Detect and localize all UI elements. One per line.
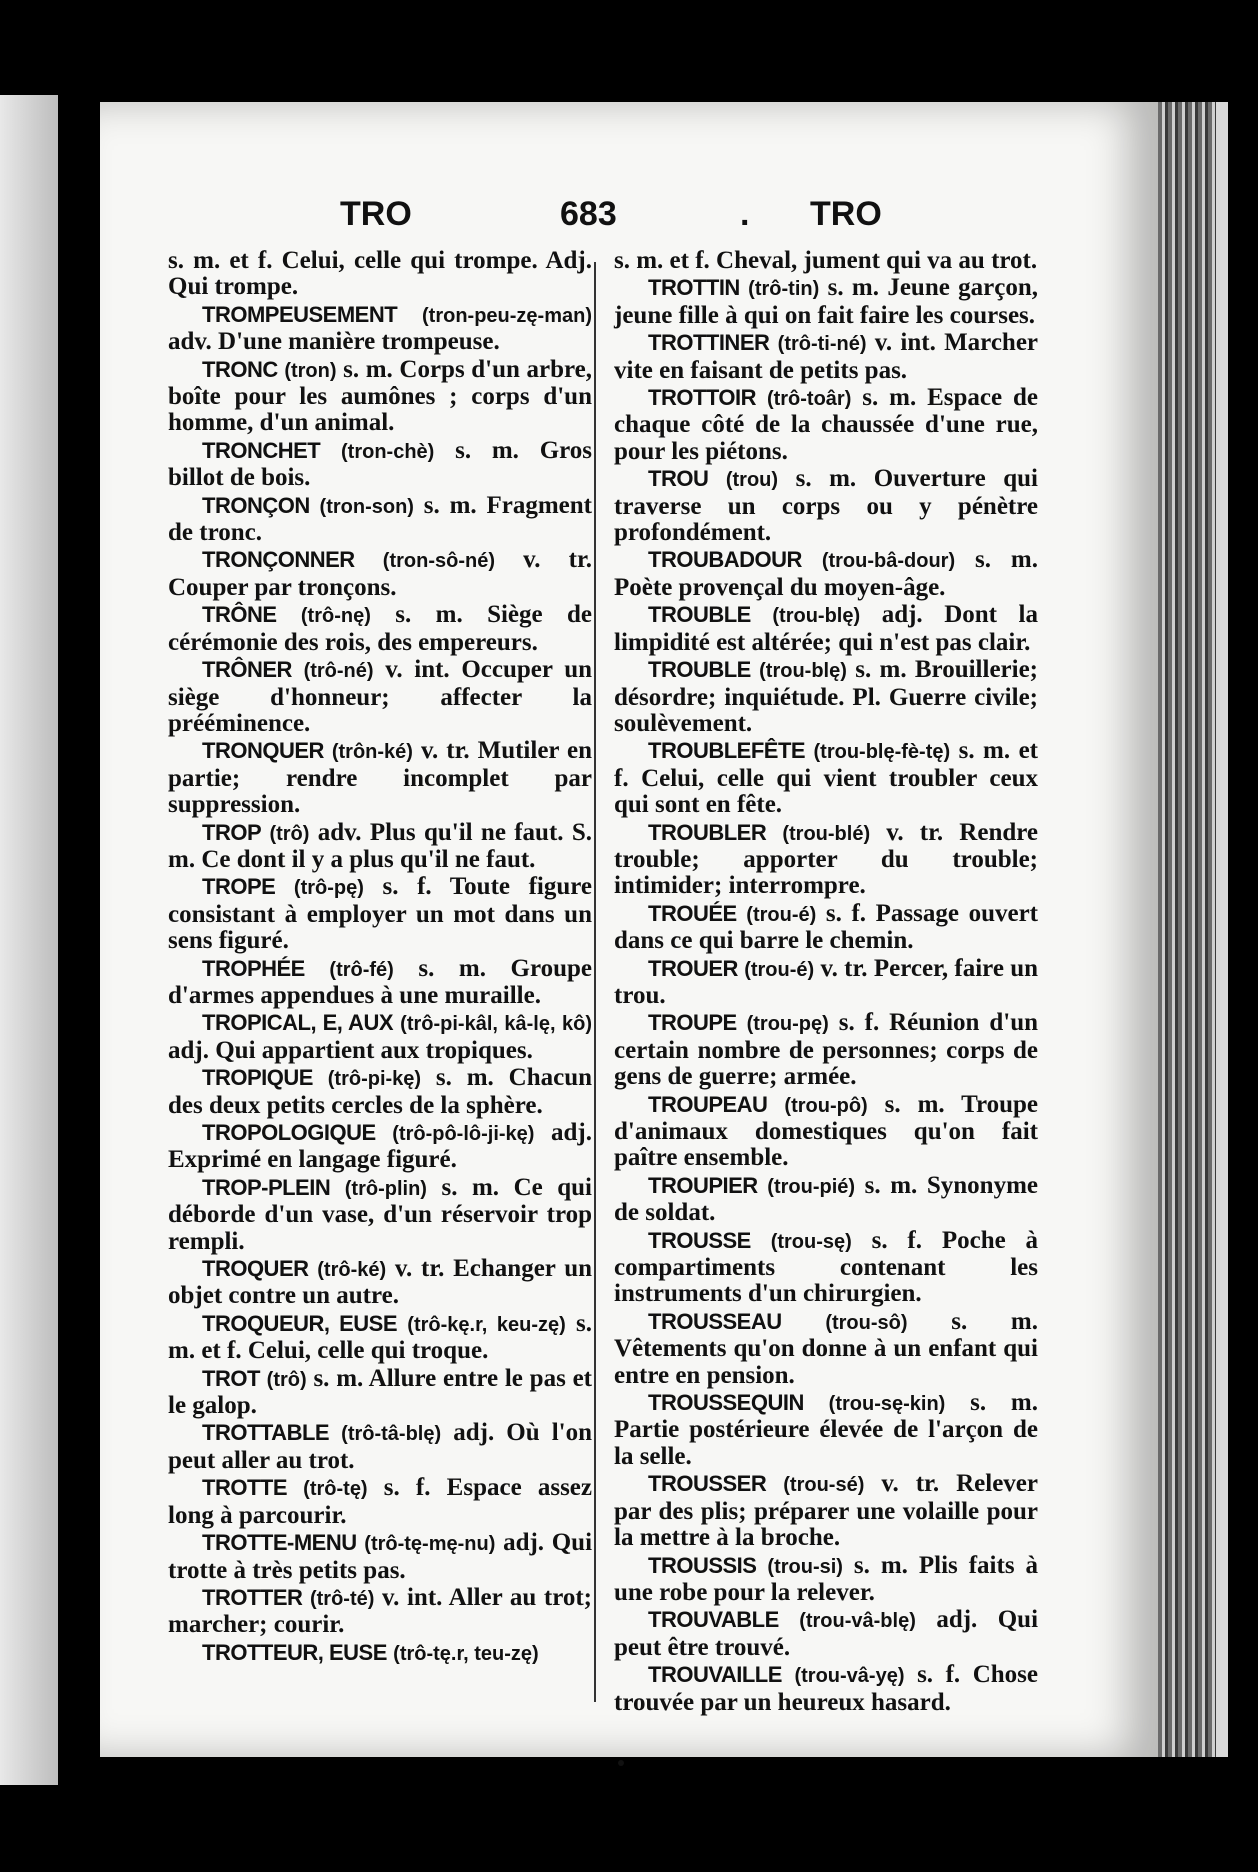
dictionary-entry	[614, 901, 1038, 955]
entry-definition: v. tr. Rendre trouble; apporter du trouble; intimider; interrompre.	[614, 818, 1038, 900]
entry-definition: v. tr. Mutiler en partie; rendre incomplet par suppression.	[168, 737, 593, 819]
entry-definition: s. m. et f. Celui, celle qui trompe. Adj. Qui trompe.	[168, 247, 592, 301]
dictionary-entry	[614, 385, 1038, 465]
dictionary-entry	[614, 820, 1038, 900]
entry-pronunciation: (trou)	[725, 469, 779, 492]
dictionary-entry	[168, 657, 592, 737]
entry-pronunciation: (trô)	[269, 822, 310, 845]
entry-pronunciation: (trou-pô)	[784, 1094, 868, 1117]
header-dot: .	[740, 195, 750, 233]
entry-definition: s. m. Allure entre le pas et le galop.	[168, 1364, 593, 1420]
entry-definition: s. m. Partie postérieure élevée de l'arçon de la selle.	[614, 1389, 1039, 1470]
entry-headword: TROPICAL, E, AUX	[202, 1010, 394, 1036]
dictionary-entry	[614, 1607, 1038, 1661]
dictionary-entry	[614, 657, 1038, 737]
entry-headword: TROMPEUSEMENT	[202, 301, 398, 327]
dictionary-entry	[168, 248, 592, 301]
book-spine	[1158, 102, 1216, 1757]
page-stack-edge	[1216, 102, 1228, 1757]
entry-headword: TROUPE	[648, 1010, 737, 1036]
entry-definition: adv. Plus qu'il ne faut. S. m. Ce dont il y a plus qu'il ne faut.	[168, 818, 593, 873]
entry-headword: TROTTIN	[648, 275, 740, 301]
entry-headword: TROUVABLE	[648, 1607, 779, 1633]
entry-headword: TRÔNE	[202, 602, 277, 628]
entry-headword: TROUSSE	[648, 1227, 751, 1253]
entry-pronunciation: (trô-pi-kę)	[327, 1068, 422, 1091]
entry-definition: v. tr. Couper par tronçons.	[168, 546, 592, 601]
entry-pronunciation: (trô-nę)	[300, 605, 371, 628]
entry-definition: adj. Exprimé en langage figuré.	[168, 1119, 593, 1174]
left-column	[168, 248, 592, 1668]
entry-headword: TRONÇONNER	[202, 547, 355, 573]
entry-headword: TROQUEUR, EUSE	[202, 1310, 398, 1336]
dictionary-entry	[168, 820, 592, 874]
entry-definition: s. m. Plis faits à une robe pour la relever.	[614, 1551, 1038, 1606]
entry-pronunciation: (trô-pę)	[293, 877, 364, 900]
entry-definition: adv. D'une manière trompeuse.	[168, 328, 500, 356]
dictionary-entry	[614, 1553, 1038, 1607]
entry-definition: s. m. Groupe d'armes appendues à une muraille.	[168, 954, 593, 1009]
dictionary-entry	[168, 1120, 592, 1174]
dictionary-entry	[614, 1092, 1038, 1172]
entry-headword: TRONQUER	[202, 738, 324, 764]
entry-headword: TROPIQUE	[202, 1065, 313, 1091]
entry-definition: s. m. Brouillerie; désordre; inquiétude. Pl. Guerre civile; soulèvement.	[614, 656, 1039, 737]
dictionary-entry	[168, 1311, 592, 1365]
entry-definition: v. int. Marcher vite en faisant de petits pas.	[614, 329, 1039, 384]
entry-pronunciation: (trou-bâ-dour)	[821, 550, 956, 573]
entry-headword: TROPHÉE	[202, 955, 305, 981]
dictionary-entry	[614, 275, 1038, 329]
dictionary-entry	[614, 1309, 1038, 1389]
dictionary-entry	[614, 466, 1038, 546]
entry-definition: s. f. Chose trouvée par un heureux hasard.	[614, 1661, 1039, 1716]
entry-pronunciation: (trô-kę.r, keu-zę)	[407, 1313, 566, 1336]
entry-pronunciation: (trou-sé)	[783, 1474, 865, 1497]
entry-pronunciation: (tron)	[284, 359, 337, 382]
dictionary-entry	[614, 602, 1038, 656]
entry-pronunciation: (trou-blę-fè-tę)	[813, 741, 951, 764]
entry-headword: TROP-PLEIN	[202, 1174, 331, 1200]
dictionary-entry	[168, 357, 592, 437]
entry-headword: TROUBLEFÊTE	[648, 738, 806, 764]
entry-definition: adj. Qui trotte à très petits pas.	[168, 1529, 593, 1584]
dictionary-entry	[168, 1585, 592, 1639]
dictionary-entry	[168, 1475, 592, 1529]
dictionary-entry	[168, 1010, 592, 1064]
entry-pronunciation: (trou-sę-kin)	[828, 1393, 946, 1416]
entry-pronunciation: (trô-tę)	[303, 1478, 368, 1501]
entry-pronunciation: (trô-té)	[309, 1587, 375, 1610]
entry-definition: v. tr. Echanger un objet contre un autre.	[168, 1255, 593, 1310]
header-left-guideword: TRO	[340, 195, 412, 233]
entry-pronunciation: (trô)	[266, 1368, 307, 1391]
entry-definition: s. m. Vêtements qu'on donne à un enfant qui entre en pension.	[614, 1307, 1038, 1389]
page-number: 683	[560, 195, 617, 233]
entry-definition: adj. Dont la limpidité est altérée; qui n'est pas clair.	[614, 601, 1038, 656]
entry-headword: TROUSSEAU	[648, 1308, 782, 1334]
entry-pronunciation: (trou-pié)	[767, 1175, 856, 1198]
dictionary-entry	[168, 1256, 592, 1310]
entry-pronunciation: (trou-é)	[746, 903, 817, 926]
entry-headword: TROUSSEQUIN	[648, 1390, 804, 1416]
entry-pronunciation: (trou-si)	[767, 1555, 843, 1578]
entry-definition: s. m. Ouverture qui traverse un corps ou y pénètre profondément.	[614, 465, 1038, 547]
entry-pronunciation: (tron-chè)	[341, 440, 435, 463]
entry-headword: TROUSSIS	[648, 1552, 757, 1578]
dictionary-entry	[614, 248, 1038, 274]
entry-definition: s. m. Synonyme de soldat.	[614, 1171, 1039, 1227]
entry-headword: TROUVAILLE	[648, 1662, 782, 1688]
entry-headword: TRÔNER	[202, 657, 292, 683]
dictionary-entry	[614, 956, 1038, 1010]
entry-headword: TROTTABLE	[202, 1420, 330, 1446]
entry-definition: s. m. Fragment de tronc.	[168, 491, 593, 547]
entry-headword: TRONC	[202, 356, 278, 382]
entry-definition: s. m. et f. Cheval, jument qui va au trot.	[614, 247, 1038, 274]
entry-headword: TROUBLER	[648, 819, 767, 845]
dictionary-entry	[614, 1228, 1038, 1308]
entry-pronunciation: (tron-sô-né)	[382, 550, 495, 573]
entry-pronunciation: (trô-toâr)	[766, 388, 852, 411]
entry-headword: TROPE	[202, 874, 276, 900]
entry-pronunciation: (trô-tin)	[748, 278, 820, 301]
entry-headword: TRONÇON	[202, 492, 310, 518]
entry-headword: TROU	[648, 466, 709, 492]
column-divider	[594, 262, 596, 1702]
entry-headword: TRONCHET	[202, 437, 321, 463]
dictionary-entry	[168, 874, 592, 954]
dictionary-entry	[614, 738, 1038, 818]
entry-definition: v. tr. Relever par des plis; préparer une volaille pour la mettre à la broche.	[614, 1470, 1038, 1552]
entry-headword: TROTTOIR	[648, 385, 757, 411]
dictionary-entry	[168, 1420, 592, 1474]
entry-definition: s. m. Ce qui déborde d'un vase, d'un réservoir trop rempli.	[168, 1173, 593, 1255]
entry-definition: s. m. Corps d'un arbre, boîte pour les aumônes ; corps d'un homme, d'un animal.	[168, 355, 593, 437]
dictionary-entry	[614, 330, 1038, 384]
entry-pronunciation: (trôn-ké)	[331, 741, 413, 764]
dictionary-entry	[168, 602, 592, 656]
dictionary-entry	[614, 1471, 1038, 1551]
dictionary-entry	[168, 738, 592, 818]
dictionary-entry	[614, 547, 1038, 601]
entry-pronunciation: (trô-ké)	[317, 1259, 387, 1282]
entry-pronunciation: (trou-vâ-yę)	[794, 1665, 905, 1688]
entry-headword: TROTTINER	[648, 330, 770, 356]
entry-pronunciation: (trô-tę-mę-nu)	[364, 1533, 496, 1556]
entry-pronunciation: (trô-plin)	[344, 1177, 427, 1200]
entry-headword: TROTTER	[202, 1584, 303, 1610]
entry-pronunciation: (trô-né)	[303, 660, 374, 683]
entry-pronunciation: (trô-ti-né)	[777, 333, 867, 356]
entry-pronunciation: (trou-pę)	[746, 1013, 829, 1036]
entry-headword: TROUSSER	[648, 1471, 767, 1497]
dictionary-entry	[168, 1065, 592, 1119]
dictionary-entry	[168, 1175, 592, 1255]
entry-definition: s. f. Réunion d'un certain nombre de personnes; corps de gens de guerre; armée.	[614, 1009, 1039, 1091]
header-right-guideword: TRO	[810, 195, 882, 233]
entry-headword: TROUBLE	[648, 602, 751, 628]
entry-pronunciation: (trô-pô-lô-ji-kę)	[392, 1123, 535, 1145]
dictionary-entry	[168, 1366, 592, 1420]
entry-definition: s. m. Espace de chaque côté de la chaussée d'une rue, pour les piétons.	[614, 384, 1039, 465]
entry-definition: s. m. Troupe d'animaux domestiques qu'on fait paître ensemble.	[614, 1090, 1039, 1172]
facing-page-edge	[0, 95, 58, 1785]
dictionary-entry	[168, 493, 592, 547]
running-header	[340, 195, 900, 235]
dictionary-entry	[168, 1640, 592, 1667]
right-column	[614, 248, 1038, 1717]
entry-pronunciation: (trou-blę)	[759, 660, 847, 683]
dictionary-entry	[168, 1530, 592, 1584]
entry-headword: TROPOLOGIQUE	[202, 1120, 376, 1145]
entry-definition: s. m. Gros billot de bois.	[168, 436, 593, 492]
entry-definition: adj. Qui appartient aux tropiques.	[168, 1036, 533, 1064]
entry-pronunciation: (trou-sô)	[825, 1311, 908, 1334]
entry-definition: adj. Où l'on peut aller au trot.	[168, 1419, 592, 1474]
entry-definition: s. f. Poche à compartiments contenant les instruments d'un chirurgien.	[614, 1226, 1039, 1308]
entry-definition: s. m. Chacun des deux petits cercles de la sphère.	[168, 1064, 593, 1119]
entry-definition: v. tr. Percer, faire un trou.	[614, 954, 1039, 1009]
entry-definition: s. m. Poète provençal du moyen-âge.	[614, 546, 1039, 601]
dictionary-entry	[168, 547, 592, 601]
entry-definition: s. m. Siège de cérémonie des rois, des empereurs.	[168, 601, 593, 656]
dictionary-entry	[168, 956, 592, 1010]
entry-pronunciation: (trou-é)	[744, 958, 815, 981]
entry-headword: TROP	[202, 819, 262, 845]
entry-headword: TROTTE-MENU	[202, 1530, 357, 1556]
entry-definition: s. m. Jeune garçon, jeune fille à qui on fait faire les courses.	[614, 274, 1039, 329]
entry-definition: s. f. Espace assez long à parcourir.	[168, 1474, 592, 1529]
entry-headword: TROTTE	[202, 1475, 287, 1501]
entry-headword: TROTTEUR, EUSE	[202, 1639, 387, 1665]
ink-dot	[618, 1760, 624, 1766]
entry-pronunciation: (trô-fé)	[329, 958, 394, 981]
entry-headword: TROUER	[648, 955, 738, 981]
dictionary-entry	[168, 302, 592, 356]
entry-headword: TROUBLE	[648, 657, 751, 683]
dictionary-entry	[168, 438, 592, 492]
entry-headword: TROUPEAU	[648, 1091, 768, 1117]
entry-headword: TROQUER	[202, 1256, 309, 1282]
entry-headword: TROUÉE	[648, 900, 737, 926]
entry-definition: s. m. et f. Celui, celle qui troque.	[168, 1309, 592, 1365]
entry-pronunciation: (trô-tę.r, teu-zę)	[393, 1642, 539, 1665]
entry-definition: v. int. Aller au trot; marcher; courir.	[168, 1583, 592, 1639]
entry-headword: TROT	[202, 1365, 260, 1391]
entry-pronunciation: (trô-tâ-blę)	[341, 1423, 442, 1446]
entry-definition: s. m. et f. Celui, celle qui vient troubler ceux qui sont en fête.	[614, 737, 1038, 819]
entry-pronunciation: (tron-peu-zę-man)	[422, 304, 592, 327]
entry-definition: s. f. Toute figure consistant à employer un mot dans un sens figuré.	[168, 873, 593, 955]
entry-headword: TROUBADOUR	[648, 547, 802, 573]
dictionary-entry	[614, 1390, 1038, 1470]
entry-definition: adj. Qui peut être trouvé.	[614, 1606, 1039, 1661]
dictionary-entry	[614, 1173, 1038, 1227]
entry-pronunciation: (tron-son)	[319, 495, 414, 518]
entry-definition: v. int. Occuper un siège d'honneur; affecter la prééminence.	[168, 656, 593, 737]
entry-headword: TROUPIER	[648, 1172, 758, 1198]
entry-pronunciation: (trou-vâ-blę)	[799, 1610, 916, 1633]
entry-pronunciation: (trou-blę)	[772, 605, 861, 628]
entry-pronunciation: (trou-blé)	[782, 822, 871, 845]
entry-pronunciation: (trou-sę)	[770, 1230, 852, 1253]
entry-pronunciation: (trô-pi-kâl, kâ-lę, kô)	[400, 1013, 593, 1036]
dictionary-entry	[614, 1010, 1038, 1090]
dictionary-entry	[614, 1662, 1038, 1716]
entry-definition: s. f. Passage ouvert dans ce qui barre le chemin.	[614, 899, 1039, 955]
